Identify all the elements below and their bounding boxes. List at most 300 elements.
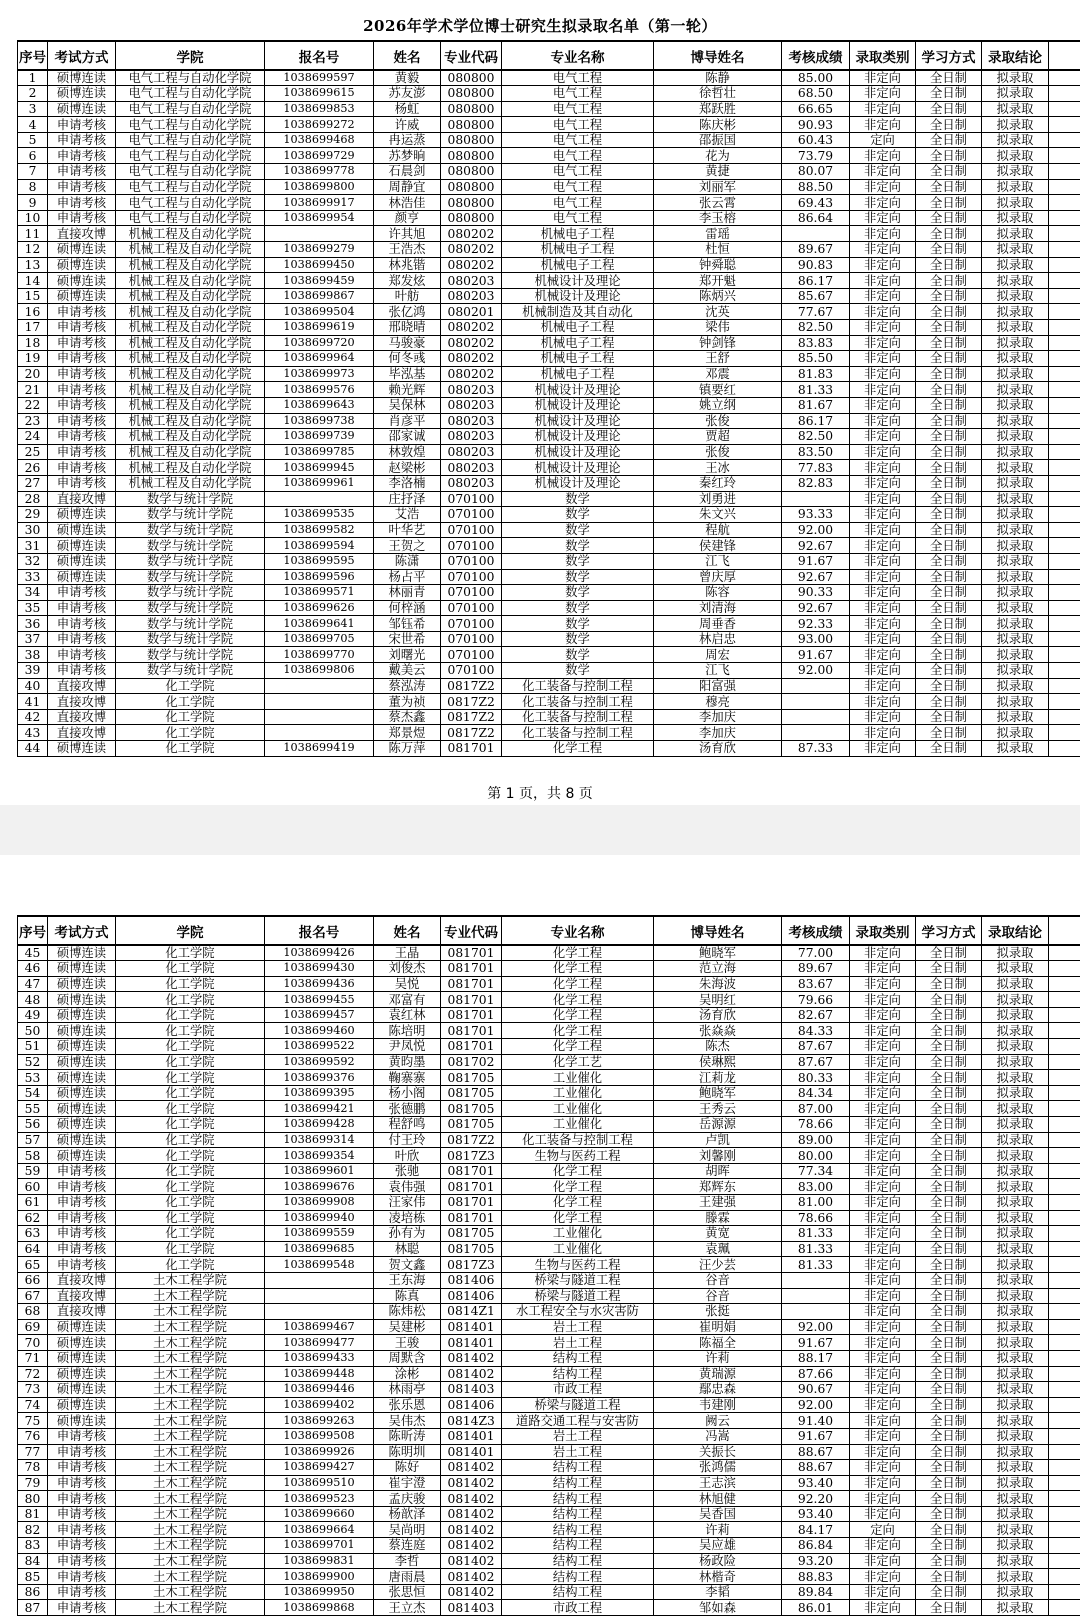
cell-major-name: 机械设计及理论 [502, 288, 654, 304]
cell-blank [1049, 1584, 1080, 1600]
cell-seq: 67 [18, 1288, 48, 1304]
cell-major-code: 080800 [441, 101, 502, 117]
cell-major-code: 081406 [441, 1397, 502, 1413]
cell-major-name: 道路交通工程与安害防 [502, 1413, 654, 1429]
admission-table-page-1 [17, 40, 1080, 757]
cell-name: 周默含 [374, 1350, 441, 1366]
cell-conclusion: 拟录取 [982, 86, 1049, 102]
cell-major-code: 080203 [441, 444, 502, 460]
cell-major-name: 岩土工程 [502, 1319, 654, 1335]
cell-blank [1049, 709, 1080, 725]
cell-major-name: 电气工程 [502, 179, 654, 195]
cell-seq: 46 [18, 961, 48, 977]
cell-blank [1049, 1319, 1080, 1335]
cell-seq: 8 [18, 179, 48, 195]
cell-reg-no: 1038699664 [265, 1522, 374, 1538]
cell-exam-mode: 直接攻博 [48, 1272, 116, 1288]
cell-blank [1049, 242, 1080, 258]
cell-score: 83.83 [782, 335, 850, 351]
cell-blank [1049, 195, 1080, 211]
table-row [18, 1397, 1080, 1413]
cell-name: 王贺之 [374, 538, 441, 554]
table-row [18, 195, 1080, 211]
cell-category: 非定向 [850, 976, 916, 992]
cell-major-name: 电气工程 [502, 210, 654, 226]
cell-name: 周静宜 [374, 179, 441, 195]
page-separator [0, 805, 1080, 855]
cell-supervisor: 朱海波 [654, 976, 782, 992]
cell-score [782, 1272, 850, 1288]
cell-study-mode: 全日制 [916, 1054, 982, 1070]
cell-name: 凌培栋 [374, 1210, 441, 1226]
cell-major-name: 机械设计及理论 [502, 273, 654, 289]
cell-college: 化工学院 [116, 694, 265, 710]
cell-supervisor: 张挺 [654, 1304, 782, 1320]
cell-reg-no: 1038699436 [265, 976, 374, 992]
cell-blank [1049, 1350, 1080, 1366]
cell-seq: 34 [18, 585, 48, 601]
table-row [18, 273, 1080, 289]
cell-blank [1049, 1070, 1080, 1086]
cell-study-mode: 全日制 [916, 1070, 982, 1086]
table-row [18, 335, 1080, 351]
table-row [18, 1257, 1080, 1273]
cell-reg-no: 1038699954 [265, 210, 374, 226]
cell-category: 非定向 [850, 70, 916, 86]
cell-college: 土木工程学院 [116, 1304, 265, 1320]
cell-name: 何冬彧 [374, 351, 441, 367]
cell-blank [1049, 413, 1080, 429]
cell-major-code: 081705 [441, 1241, 502, 1257]
cell-exam-mode: 申请考核 [48, 351, 116, 367]
table-row [18, 1304, 1080, 1320]
table-row [18, 1054, 1080, 1070]
cell-college: 机械工程及自动化学院 [116, 397, 265, 413]
cell-supervisor: 滕霖 [654, 1210, 782, 1226]
cell-score: 82.67 [782, 1007, 850, 1023]
cell-conclusion: 拟录取 [982, 210, 1049, 226]
cell-exam-mode: 硕博连读 [48, 242, 116, 258]
table-row [18, 1600, 1080, 1616]
cell-supervisor: 阙云 [654, 1413, 782, 1429]
cell-name: 叶舫 [374, 288, 441, 304]
cell-seq: 66 [18, 1272, 48, 1288]
table-row [18, 164, 1080, 180]
cell-reg-no: 1038699460 [265, 1023, 374, 1039]
cell-conclusion: 拟录取 [982, 709, 1049, 725]
cell-reg-no: 1038699433 [265, 1350, 374, 1366]
cell-supervisor: 冯嵩 [654, 1428, 782, 1444]
cell-college: 化工学院 [116, 1132, 265, 1148]
cell-exam-mode: 申请考核 [48, 1584, 116, 1600]
cell-major-name: 工业催化 [502, 1070, 654, 1086]
cell-exam-mode: 硕博连读 [48, 1132, 116, 1148]
cell-reg-no [265, 694, 374, 710]
cell-college: 机械工程及自动化学院 [116, 444, 265, 460]
header-college: 学院 [116, 41, 265, 70]
cell-college: 化工学院 [116, 961, 265, 977]
cell-study-mode: 全日制 [916, 1444, 982, 1460]
cell-exam-mode: 直接攻博 [48, 1288, 116, 1304]
cell-exam-mode: 硕博连读 [48, 1382, 116, 1398]
cell-category: 非定向 [850, 1553, 916, 1569]
cell-college: 数学与统计学院 [116, 663, 265, 679]
cell-blank [1049, 397, 1080, 413]
cell-exam-mode: 申请考核 [48, 1460, 116, 1476]
table-row [18, 1210, 1080, 1226]
cell-study-mode: 全日制 [916, 460, 982, 476]
cell-name: 张乐恩 [374, 1397, 441, 1413]
cell-reg-no: 1038699446 [265, 1382, 374, 1398]
cell-category: 非定向 [850, 320, 916, 336]
cell-major-code: 080202 [441, 366, 502, 382]
cell-supervisor: 林楷奇 [654, 1569, 782, 1585]
cell-score [782, 694, 850, 710]
cell-conclusion: 拟录取 [982, 195, 1049, 211]
cell-score: 92.00 [782, 522, 850, 538]
cell-category: 非定向 [850, 1428, 916, 1444]
cell-major-name: 机械电子工程 [502, 366, 654, 382]
cell-blank [1049, 1397, 1080, 1413]
table-row [18, 694, 1080, 710]
cell-major-code: 081401 [441, 1319, 502, 1335]
cell-study-mode: 全日制 [916, 101, 982, 117]
cell-major-name: 工业催化 [502, 1101, 654, 1117]
cell-blank [1049, 741, 1080, 757]
cell-major-code: 070100 [441, 631, 502, 647]
cell-supervisor: 张俊 [654, 413, 782, 429]
cell-college: 电气工程与自动化学院 [116, 101, 265, 117]
cell-conclusion: 拟录取 [982, 976, 1049, 992]
cell-category: 非定向 [850, 663, 916, 679]
cell-exam-mode: 申请考核 [48, 1491, 116, 1507]
cell-seq: 61 [18, 1195, 48, 1211]
cell-supervisor: 王冰 [654, 460, 782, 476]
cell-exam-mode: 申请考核 [48, 1241, 116, 1257]
cell-reg-no: 1038699926 [265, 1444, 374, 1460]
cell-exam-mode: 直接攻博 [48, 709, 116, 725]
cell-conclusion: 拟录取 [982, 1600, 1049, 1616]
cell-score: 86.01 [782, 1600, 850, 1616]
cell-blank [1049, 1007, 1080, 1023]
cell-major-code: 081402 [441, 1491, 502, 1507]
cell-seq: 59 [18, 1163, 48, 1179]
cell-seq: 24 [18, 429, 48, 445]
cell-college: 机械工程及自动化学院 [116, 288, 265, 304]
cell-study-mode: 全日制 [916, 210, 982, 226]
cell-seq: 16 [18, 304, 48, 320]
cell-name: 林聪 [374, 1241, 441, 1257]
cell-exam-mode: 申请考核 [48, 1195, 116, 1211]
cell-major-name: 化学工程 [502, 1023, 654, 1039]
cell-study-mode: 全日制 [916, 1148, 982, 1164]
cell-college: 机械工程及自动化学院 [116, 335, 265, 351]
cell-score: 84.33 [782, 1023, 850, 1039]
cell-category: 非定向 [850, 992, 916, 1008]
cell-score: 73.79 [782, 148, 850, 164]
cell-major-name: 数学 [502, 507, 654, 523]
cell-exam-mode: 硕博连读 [48, 1335, 116, 1351]
cell-major-code: 070100 [441, 600, 502, 616]
cell-supervisor: 钟舜聪 [654, 257, 782, 273]
cell-major-name: 结构工程 [502, 1475, 654, 1491]
cell-score: 93.20 [782, 1553, 850, 1569]
cell-name: 陈明圳 [374, 1444, 441, 1460]
table-body [18, 945, 1080, 1616]
cell-conclusion: 拟录取 [982, 961, 1049, 977]
cell-reg-no: 1038699421 [265, 1101, 374, 1117]
cell-name: 苏梦晌 [374, 148, 441, 164]
cell-exam-mode: 申请考核 [48, 1444, 116, 1460]
table-row [18, 961, 1080, 977]
cell-conclusion: 拟录取 [982, 1304, 1049, 1320]
cell-major-name: 数学 [502, 522, 654, 538]
cell-reg-no [265, 1304, 374, 1320]
cell-college: 机械工程及自动化学院 [116, 366, 265, 382]
cell-major-name: 数学 [502, 585, 654, 601]
cell-exam-mode: 申请考核 [48, 320, 116, 336]
cell-name: 崔宇澄 [374, 1475, 441, 1491]
cell-seq: 13 [18, 257, 48, 273]
cell-exam-mode: 直接攻博 [48, 694, 116, 710]
cell-seq: 19 [18, 351, 48, 367]
cell-study-mode: 全日制 [916, 304, 982, 320]
cell-conclusion: 拟录取 [982, 1553, 1049, 1569]
cell-category: 非定向 [850, 678, 916, 694]
cell-seq: 41 [18, 694, 48, 710]
cell-supervisor: 江飞 [654, 663, 782, 679]
cell-college: 土木工程学院 [116, 1569, 265, 1585]
cell-supervisor: 江莉龙 [654, 1070, 782, 1086]
header-category: 录取类别 [850, 916, 916, 945]
cell-reg-no: 1038699973 [265, 366, 374, 382]
cell-major-name: 电气工程 [502, 86, 654, 102]
cell-major-name: 机械电子工程 [502, 320, 654, 336]
table-row [18, 242, 1080, 258]
cell-college: 土木工程学院 [116, 1366, 265, 1382]
cell-blank [1049, 1538, 1080, 1554]
cell-name: 李哲 [374, 1553, 441, 1569]
cell-supervisor: 郑开魁 [654, 273, 782, 289]
cell-blank [1049, 1335, 1080, 1351]
cell-conclusion: 拟录取 [982, 1319, 1049, 1335]
cell-exam-mode: 申请考核 [48, 117, 116, 133]
table-row [18, 1335, 1080, 1351]
cell-study-mode: 全日制 [916, 257, 982, 273]
header-reg-no: 报名号 [265, 41, 374, 70]
cell-major-name: 机械电子工程 [502, 226, 654, 242]
cell-study-mode: 全日制 [916, 725, 982, 741]
cell-name: 陈昕涛 [374, 1428, 441, 1444]
cell-reg-no: 1038699594 [265, 538, 374, 554]
cell-reg-no: 1038699701 [265, 1538, 374, 1554]
cell-conclusion: 拟录取 [982, 366, 1049, 382]
cell-seq: 29 [18, 507, 48, 523]
cell-college: 土木工程学院 [116, 1538, 265, 1554]
cell-major-name: 工业催化 [502, 1117, 654, 1133]
cell-study-mode: 全日制 [916, 553, 982, 569]
cell-major-code: 080800 [441, 179, 502, 195]
cell-supervisor: 范立海 [654, 961, 782, 977]
cell-college: 土木工程学院 [116, 1428, 265, 1444]
cell-conclusion: 拟录取 [982, 1382, 1049, 1398]
cell-category: 非定向 [850, 475, 916, 491]
cell-major-code: 070100 [441, 522, 502, 538]
cell-seq: 4 [18, 117, 48, 133]
cell-exam-mode: 申请考核 [48, 1163, 116, 1179]
cell-name: 艾浩 [374, 507, 441, 523]
table-row [18, 366, 1080, 382]
cell-blank [1049, 538, 1080, 554]
cell-college: 化工学院 [116, 1085, 265, 1101]
cell-blank [1049, 1491, 1080, 1507]
cell-score: 78.66 [782, 1117, 850, 1133]
cell-reg-no: 1038699601 [265, 1163, 374, 1179]
cell-supervisor: 崔明娟 [654, 1319, 782, 1335]
cell-name: 杨小阁 [374, 1085, 441, 1101]
cell-college: 土木工程学院 [116, 1413, 265, 1429]
cell-blank [1049, 522, 1080, 538]
cell-conclusion: 拟录取 [982, 1522, 1049, 1538]
cell-exam-mode: 申请考核 [48, 1257, 116, 1273]
cell-blank [1049, 86, 1080, 102]
cell-blank [1049, 663, 1080, 679]
cell-supervisor: 吴明红 [654, 992, 782, 1008]
cell-category: 非定向 [850, 257, 916, 273]
cell-reg-no: 1038699660 [265, 1506, 374, 1522]
cell-blank [1049, 1163, 1080, 1179]
cell-study-mode: 全日制 [916, 1584, 982, 1600]
cell-major-name: 化学工程 [502, 945, 654, 961]
cell-college: 机械工程及自动化学院 [116, 413, 265, 429]
cell-college: 化工学院 [116, 1195, 265, 1211]
cell-conclusion: 拟录取 [982, 491, 1049, 507]
cell-college: 化工学院 [116, 1023, 265, 1039]
cell-college: 化工学院 [116, 1210, 265, 1226]
cell-conclusion: 拟录取 [982, 1257, 1049, 1273]
cell-reg-no: 1038699785 [265, 444, 374, 460]
cell-major-name: 机械设计及理论 [502, 429, 654, 445]
cell-study-mode: 全日制 [916, 413, 982, 429]
cell-major-name: 数学 [502, 538, 654, 554]
cell-major-code: 081701 [441, 945, 502, 961]
cell-blank [1049, 273, 1080, 289]
cell-exam-mode: 申请考核 [48, 1522, 116, 1538]
cell-blank [1049, 1382, 1080, 1398]
cell-major-name: 化学工程 [502, 1195, 654, 1211]
cell-score: 87.66 [782, 1366, 850, 1382]
cell-name: 蔡连庭 [374, 1538, 441, 1554]
cell-category: 定向 [850, 1522, 916, 1538]
cell-study-mode: 全日制 [916, 70, 982, 86]
cell-college: 土木工程学院 [116, 1397, 265, 1413]
cell-name: 袁伟强 [374, 1179, 441, 1195]
table-row [18, 1241, 1080, 1257]
table-row [18, 1428, 1080, 1444]
cell-seq: 82 [18, 1522, 48, 1538]
header-conclusion: 录取结论 [982, 916, 1049, 945]
cell-study-mode: 全日制 [916, 1553, 982, 1569]
cell-major-code: 081402 [441, 1553, 502, 1569]
cell-conclusion: 拟录取 [982, 1366, 1049, 1382]
cell-name: 陈万萍 [374, 741, 441, 757]
cell-category: 非定向 [850, 1132, 916, 1148]
cell-study-mode: 全日制 [916, 1179, 982, 1195]
cell-seq: 70 [18, 1335, 48, 1351]
cell-major-code: 080800 [441, 70, 502, 86]
cell-reg-no: 1038699770 [265, 647, 374, 663]
cell-college: 土木工程学院 [116, 1382, 265, 1398]
cell-supervisor: 陈福全 [654, 1335, 782, 1351]
cell-category: 非定向 [850, 273, 916, 289]
cell-conclusion: 拟录取 [982, 164, 1049, 180]
cell-college: 机械工程及自动化学院 [116, 257, 265, 273]
cell-score: 92.67 [782, 569, 850, 585]
cell-category: 非定向 [850, 351, 916, 367]
table-row [18, 1584, 1080, 1600]
cell-study-mode: 全日制 [916, 1475, 982, 1491]
cell-seq: 17 [18, 320, 48, 336]
cell-seq: 76 [18, 1428, 48, 1444]
cell-name: 邢晓晴 [374, 320, 441, 336]
cell-seq: 33 [18, 569, 48, 585]
cell-score: 87.67 [782, 1039, 850, 1055]
cell-exam-mode: 申请考核 [48, 366, 116, 382]
cell-score: 87.67 [782, 1054, 850, 1070]
cell-study-mode: 全日制 [916, 1288, 982, 1304]
cell-reg-no: 1038699510 [265, 1475, 374, 1491]
cell-category: 非定向 [850, 553, 916, 569]
cell-major-name: 结构工程 [502, 1506, 654, 1522]
cell-college: 电气工程与自动化学院 [116, 70, 265, 86]
cell-name: 戴美云 [374, 663, 441, 679]
cell-seq: 28 [18, 491, 48, 507]
cell-conclusion: 拟录取 [982, 507, 1049, 523]
cell-supervisor: 张云霄 [654, 195, 782, 211]
cell-supervisor: 许莉 [654, 1522, 782, 1538]
cell-name: 张亿鸿 [374, 304, 441, 320]
header-score: 考核成绩 [782, 916, 850, 945]
cell-seq: 80 [18, 1491, 48, 1507]
cell-major-name: 化学工程 [502, 976, 654, 992]
cell-score: 79.66 [782, 992, 850, 1008]
cell-name: 叶欣 [374, 1148, 441, 1164]
cell-exam-mode: 硕博连读 [48, 1319, 116, 1335]
cell-conclusion: 拟录取 [982, 694, 1049, 710]
cell-study-mode: 全日制 [916, 1382, 982, 1398]
cell-score [782, 709, 850, 725]
cell-reg-no: 1038699477 [265, 1335, 374, 1351]
cell-conclusion: 拟录取 [982, 631, 1049, 647]
cell-major-name: 桥梁与隧道工程 [502, 1288, 654, 1304]
cell-college: 机械工程及自动化学院 [116, 304, 265, 320]
cell-reg-no: 1038699900 [265, 1569, 374, 1585]
cell-category: 非定向 [850, 1272, 916, 1288]
header-conclusion: 录取结论 [982, 41, 1049, 70]
cell-conclusion: 拟录取 [982, 413, 1049, 429]
cell-major-name: 机械电子工程 [502, 242, 654, 258]
cell-category: 非定向 [850, 585, 916, 601]
cell-exam-mode: 直接攻博 [48, 226, 116, 242]
cell-supervisor: 穆亮 [654, 694, 782, 710]
cell-exam-mode: 申请考核 [48, 164, 116, 180]
cell-supervisor: 汤育欣 [654, 741, 782, 757]
cell-blank [1049, 1101, 1080, 1117]
cell-conclusion: 拟录取 [982, 663, 1049, 679]
cell-college: 土木工程学院 [116, 1584, 265, 1600]
table-row [18, 382, 1080, 398]
cell-reg-no: 1038699676 [265, 1179, 374, 1195]
